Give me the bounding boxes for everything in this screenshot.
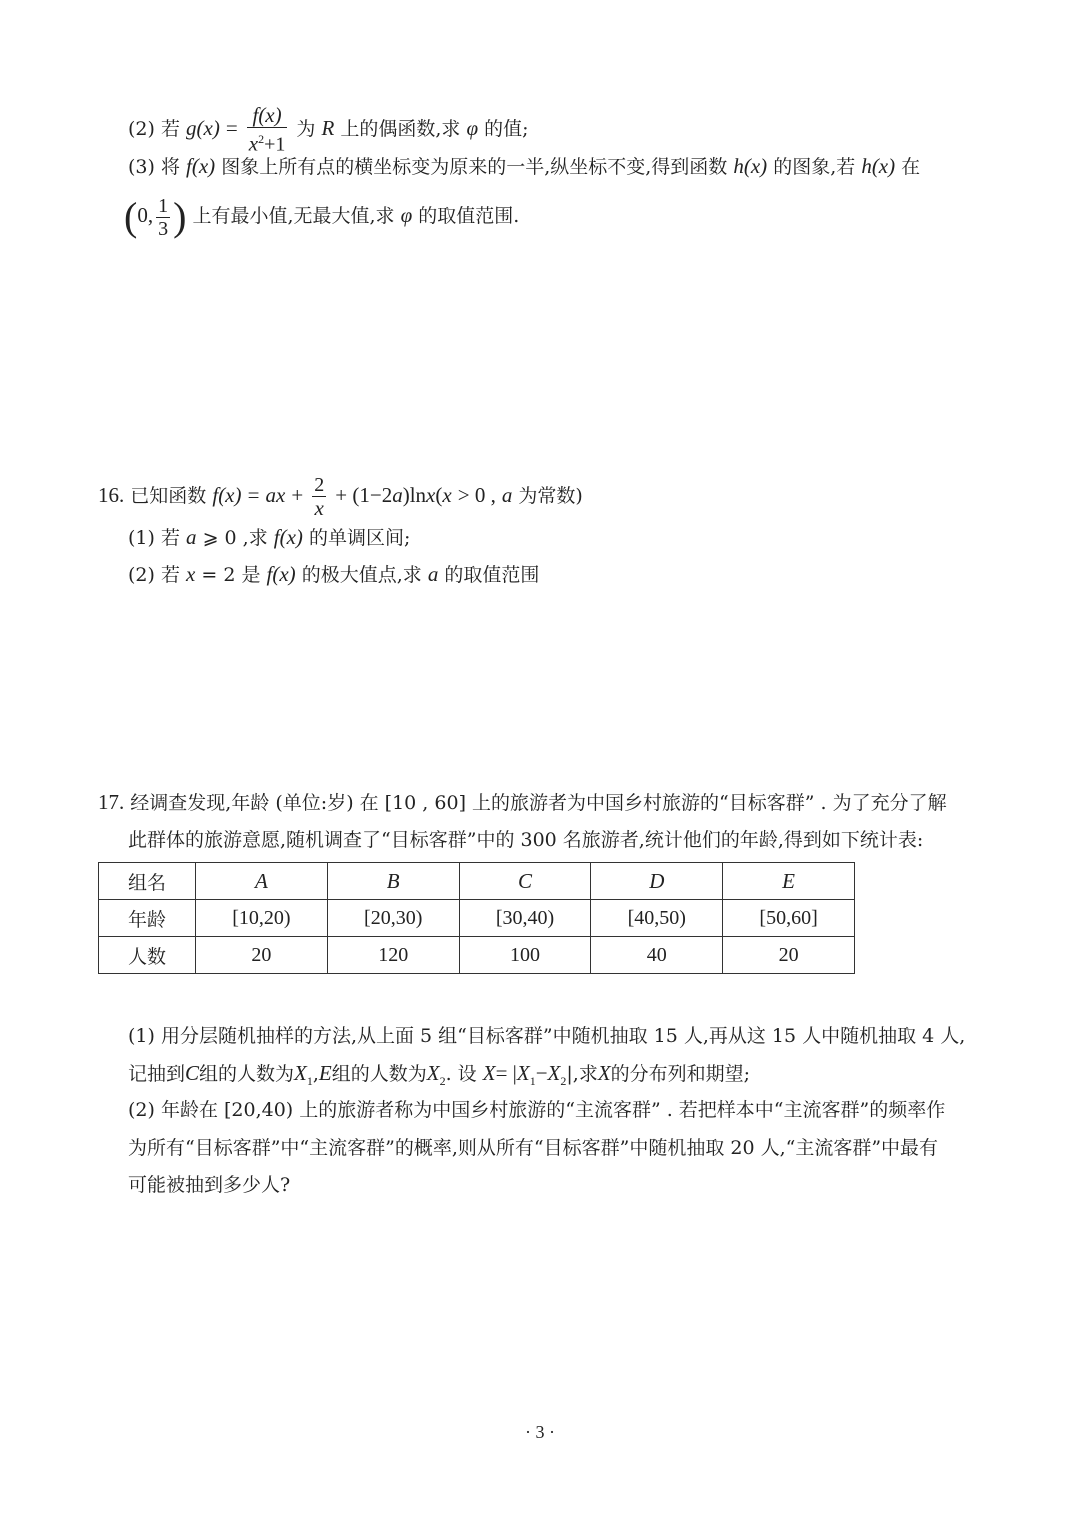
q17-part1-line1: (1) 用分层随机抽样的方法,从上面 5 组“目标客群”中随机抽取 15 人,再从这 15 人中随机抽取 4 人,	[128, 1025, 966, 1047]
table-cell: [10,20)	[196, 900, 328, 937]
age-statistics-table	[98, 862, 855, 974]
row-header-group: 组名	[99, 863, 196, 900]
q15-fraction: $\frac{f(x)}{x^2+1}$	[248, 103, 286, 156]
q15-part3-line1: (3) 将 f(x) 图象上所有点的横坐标变为原来的一半,纵坐标不变,得到函数 h(x) 的图象,若 h(x) 在	[128, 154, 921, 178]
q17-part2-line1: (2) 年龄在 [20,40) 上的旅游者称为中国乡村旅游的“主流客群” . 若把样本中“主流客群”的频率作	[128, 1099, 946, 1121]
q17-stem-line2: 此群体的旅游意愿,随机调查了“目标客群”中的 300 名旅游者,统计他们的年龄,得到如下统计表:	[128, 829, 924, 851]
table-cell: D	[591, 863, 723, 900]
q15-interval-fraction: $\frac{1}{3}$	[158, 194, 169, 240]
table-cell: 100	[459, 937, 591, 974]
table-cell: [30,40)	[459, 900, 591, 937]
table-cell: [20,30)	[327, 900, 459, 937]
q16-fraction: $\frac{2}{x}$	[314, 474, 325, 520]
table-row-group	[99, 863, 855, 900]
q15-part2: (2) 若 g(x) = $\frac{f(x)}{x^2+1}$ 为 R 上的偶函数,求 φ 的值;	[128, 103, 529, 156]
q17-part2-line2: 为所有“目标客群”中“主流客群”的概率,则从所有“目标客群”中随机抽取 20 人,“主流客群”中最有	[128, 1137, 939, 1159]
q16-part2: (2) 若 x = 2 是 f(x) 的极大值点,求 a 的取值范围	[128, 562, 540, 586]
table-cell: B	[327, 863, 459, 900]
table-cell: 40	[591, 937, 723, 974]
table-cell: [40,50)	[591, 900, 723, 937]
table-row-age	[99, 900, 855, 937]
page-number: · 3 ·	[525, 1422, 555, 1442]
table-cell: 20	[723, 937, 855, 974]
table-cell: 20	[196, 937, 328, 974]
q17-part2-line3: 可能被抽到多少人?	[128, 1174, 291, 1196]
row-header-count: 人数	[99, 937, 196, 974]
q16-stem: 16. 已知函数 f(x) = ax + $\frac{2}{x}$ + (1−2a)lnx(x > 0 , a 为常数)	[98, 474, 583, 520]
q17-part1-line2: 记抽到C组的人数为$X_1,E$组的人数为$X_2$. 设 $X= |X_1-X_2|$,求X的分布列和期望;	[128, 1061, 751, 1088]
q16-part1: (1) 若 a ⩾ 0 ,求 f(x) 的单调区间;	[128, 525, 411, 549]
table-cell: E	[723, 863, 855, 900]
table-cell: [50,60]	[723, 900, 855, 937]
table-cell: C	[459, 863, 591, 900]
table-row-count	[99, 937, 855, 974]
q17-stem-line1: 17. 经调查发现,年龄 (单位:岁) 在 [10 , 60] 上的旅游者为中国乡村旅游的“目标客群” . 为了充分了解	[98, 790, 947, 814]
table-cell: 120	[327, 937, 459, 974]
table-cell: A	[196, 863, 328, 900]
q15-part3-line2: (0, $\frac{1}{3}$ ) 上有最小值,无最大值,求 φ 的取值范围.	[124, 194, 520, 240]
row-header-age: 年龄	[99, 900, 196, 937]
